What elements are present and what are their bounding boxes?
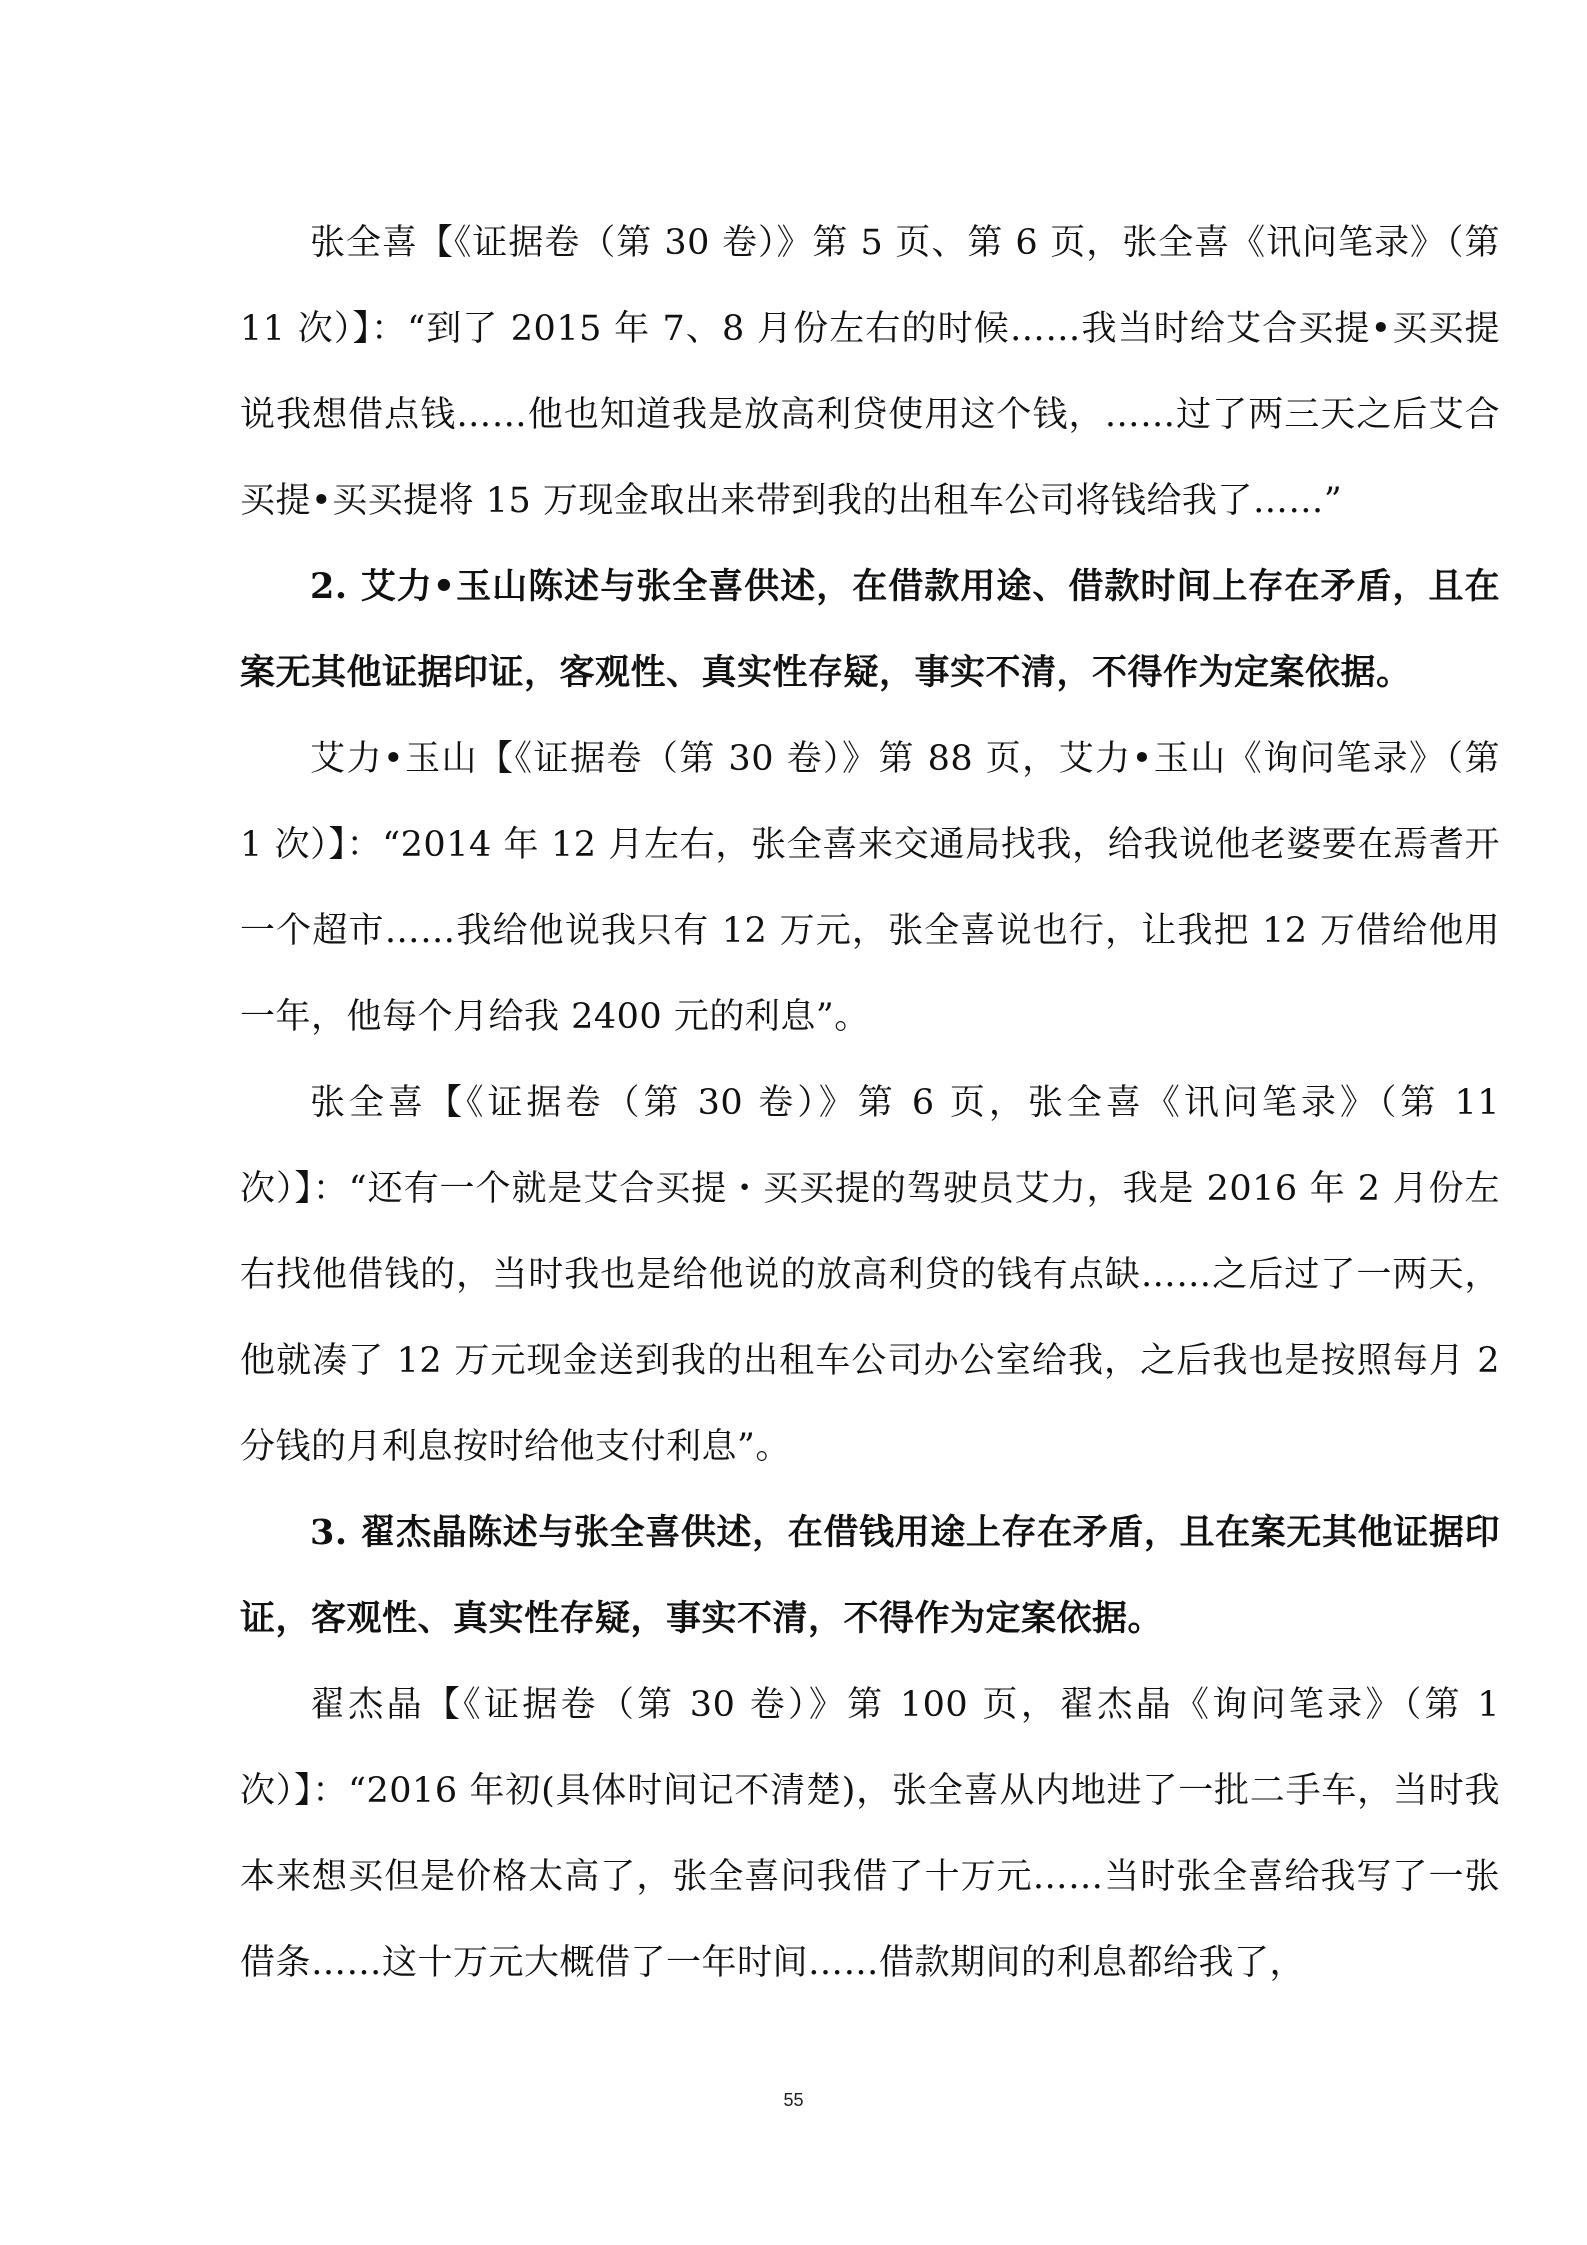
paragraph-zhang-quanxi-statement-1: 张全喜【《证据卷（第 30 卷）》第 5 页、第 6 页，张全喜《讯问笔录》（第 11 次）】：“到了 2015 年 7、8 月份左右的时候……我当时给艾合买提•买买提说我想借点钱……他也知道我是放高利贷使用这个钱，……过了两三天之后艾合买提•买买提将 15 万现金取出来带到我的出租车公司将钱给我了……”: [240, 223, 1500, 521]
paragraph-aili-yushan-statement: 艾力•玉山【《证据卷（第 30 卷）》第 88 页，艾力•玉山《询问笔录》（第 1 次）】：“2014 年 12 月左右，张全喜来交通局找我，给我说他老婆要在焉耆开一个超市……我给他说我只有 12 万元，张全喜说也行，让我把 12 万借给他用一年，他每个月给我 2400 元的利息”。: [240, 739, 1500, 1037]
paragraph-zhang-quanxi-statement-2: 张全喜【《证据卷（第 30 卷）》第 6 页，张全喜《讯问笔录》（第 11 次）】：“还有一个就是艾合买提・买买提的驾驶员艾力，我是 2016 年 2 月份左右找他借钱的，当时我也是给他说的放高利贷的钱有点缺……之后过了一两天，他就凑了 12 万元现金送到我的出租车公司办公室给我，之后我也是按照每月 2 分钱的月利息按时给他支付利息”。: [240, 1083, 1500, 1467]
page-number: 55: [783, 2090, 804, 2110]
heading-point-2: 2. 艾力•玉山陈述与张全喜供述，在借款用途、借款时间上存在矛盾，且在案无其他证据印证，客观性、真实性存疑，事实不清，不得作为定案依据。: [240, 566, 1500, 693]
document-body: [240, 200, 1500, 2006]
heading-point-3: 3. 翟杰晶陈述与张全喜供述，在借钱用途上存在矛盾，且在案无其他证据印证，客观性、真实性存疑，事实不清，不得作为定案依据。: [240, 1512, 1500, 1639]
paragraph-zhai-jiejing-statement: 翟杰晶【《证据卷（第 30 卷）》第 100 页，翟杰晶《询问笔录》（第 1 次）】：“2016 年初(具体时间记不清楚)，张全喜从内地进了一批二手车，当时我本来想买但是价格太高了，张全喜问我借了十万元……当时张全喜给我写了一张借条……这十万元大概借了一年时间……借款期间的利息都给我了，: [240, 1685, 1500, 1983]
